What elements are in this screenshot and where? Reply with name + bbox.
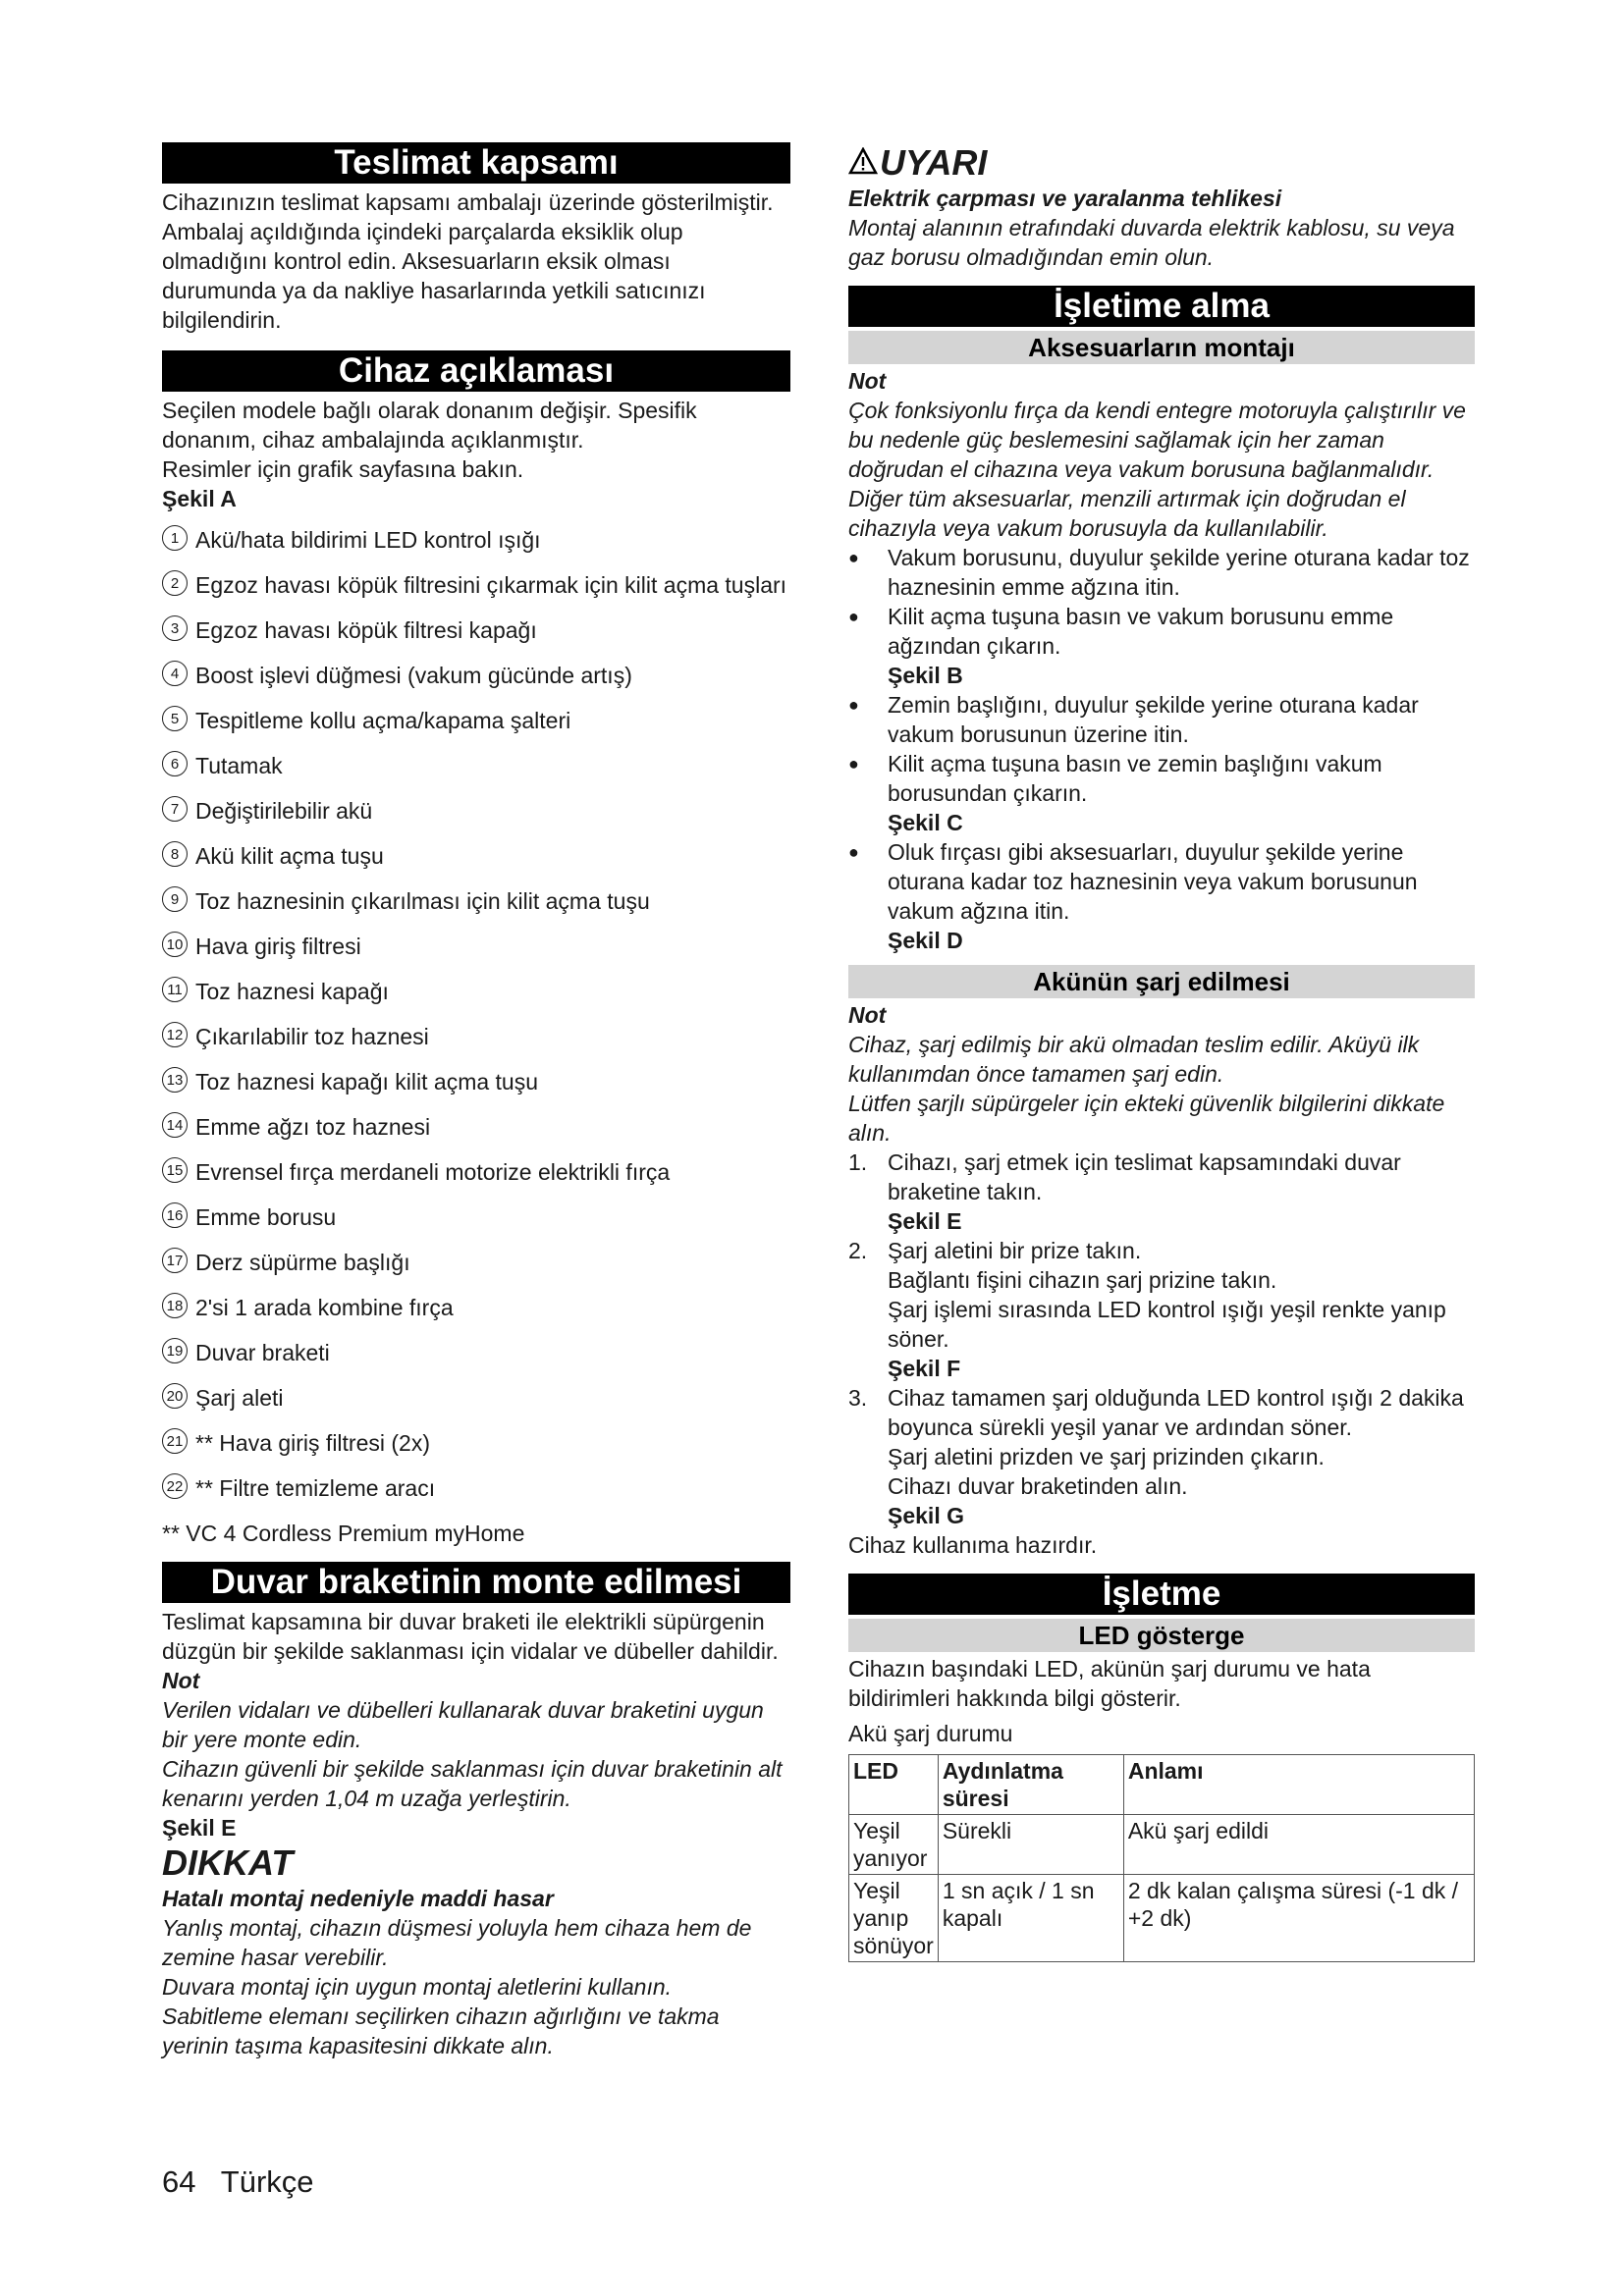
device-text-1: Seçilen modele bağlı olarak donanım değişir. Spesifik donanım, cihaz ambalajında açıklanmıştır. [162, 398, 697, 453]
parts-list-item [162, 1202, 790, 1232]
part-label: Egzoz havası köpük filtresi kapağı [195, 617, 537, 643]
part-label: ** Hava giriş filtresi (2x) [195, 1430, 430, 1456]
caution-text-3: Sabitleme elemanı seçilirken cihazın ağırlığını ve takma yerinin taşıma kapasitesini dikkate alın. [162, 2003, 720, 2058]
part-label: Derz süpürme başlığı [195, 1250, 410, 1275]
table-header: Aydınlatma süresi [938, 1755, 1123, 1815]
parts-list-item [162, 1248, 790, 1277]
table-header-row [849, 1755, 1475, 1815]
parts-list-item [162, 751, 790, 780]
list-item: 1. Cihazı, şarj etmek için teslimat kapsamındaki duvar braketine takın. Şekil E [848, 1149, 1401, 1234]
figure-e-label-2: Şekil E [888, 1208, 962, 1234]
table-cell: Akü şarj edildi [1123, 1815, 1474, 1875]
part-label: Toz haznesi kapağı kilit açma tuşu [195, 1069, 539, 1095]
part-label: Akü kilit açma tuşu [195, 843, 384, 869]
parts-list-item [162, 1383, 790, 1413]
part-label: 2'si 1 arada kombine fırça [195, 1295, 454, 1320]
accessories-note-1: Çok fonksiyonlu fırça da kendi entegre motoruyla çalıştırılır ve bu nedenle güç beslemesini sağlamak için her zaman doğrudan el cihazına veya vakum borusuna bağlanmalıdır. [848, 398, 1466, 482]
part-label: ** Filtre temizleme aracı [195, 1475, 436, 1501]
wall-bracket-note-2: Cihazın güvenli bir şekilde saklanması için duvar braketinin alt kenarını yerden 1,04 m uzağa yerleştirin. [162, 1756, 783, 1811]
figure-f-label: Şekil F [888, 1356, 961, 1381]
part-label: Değiştirilebilir akü [195, 798, 373, 824]
parts-list-item [162, 706, 790, 735]
subsection-led-display: LED gösterge [848, 1619, 1475, 1652]
parts-list-item [162, 796, 790, 826]
warning-subtitle: Elektrik çarpması ve yaralanma tehlikesi [848, 186, 1282, 211]
part-number-badge: 19 [162, 1338, 188, 1363]
wall-bracket-note-1: Verilen vidaları ve dübelleri kullanarak duvar braketini uygun bir yere monte edin. [162, 1697, 764, 1752]
part-number-badge: 10 [162, 932, 188, 957]
part-number-badge: 6 [162, 751, 188, 776]
subsection-accessories: Aksesuarların montajı [848, 331, 1475, 364]
part-label: Akü/hata bildirimi LED kontrol ışığı [195, 527, 541, 553]
part-label: Evrensel fırça merdaneli motorize elektrikli fırça [195, 1159, 671, 1185]
part-label: Egzoz havası köpük filtresini çıkarmak için kilit açma tuşları [195, 572, 787, 598]
caution-text-2: Duvara montaj için uygun montaj aletlerini kullanın. [162, 1974, 673, 2000]
part-label: Toz haznesinin çıkarılması için kilit açma tuşu [195, 888, 650, 914]
right-column [848, 142, 1475, 1962]
figure-d-label: Şekil D [888, 928, 963, 953]
part-number-badge: 17 [162, 1248, 188, 1273]
ready-text: Cihaz kullanıma hazırdır. [848, 1532, 1098, 1558]
parts-list-item [162, 1067, 790, 1096]
part-label: Şarj aleti [195, 1385, 284, 1411]
delivery-text: Cihazınızın teslimat kapsamı ambalajı üzerinde gösterilmiştir. Ambalaj açıldığında içindeki parçalarda eksiklik olup olmadığını kontrol edin. Aksesuarların eksik olması durumunda ya da nakliye hasarlarında yetkili satıcınızı bilgilendirin. [162, 189, 774, 333]
charging-note-1: Cihaz, şarj edilmiş bir akü olmadan teslim edilir. Aküyü ilk kullanımdan önce tamamen şarj edin. [848, 1032, 1420, 1087]
list-item: ● Vakum borusunu, duyulur şekilde yerine oturana kadar toz haznesinin emme ağzına itin. [848, 543, 1475, 602]
part-number-badge: 5 [162, 706, 188, 731]
part-number-badge: 20 [162, 1383, 188, 1409]
parts-list-item [162, 841, 790, 871]
part-number-badge: 4 [162, 661, 188, 686]
parts-list-item [162, 1293, 790, 1322]
table-row [849, 1875, 1475, 1962]
table-cell: Yeşil yanıyor [849, 1815, 939, 1875]
part-label: Toz haznesi kapağı [195, 979, 389, 1004]
part-label: Emme borusu [195, 1204, 337, 1230]
parts-note: ** VC 4 Cordless Premium myHome [162, 1521, 525, 1546]
accessories-note-label: Not [848, 368, 887, 394]
list-item: 2. Şarj aletini bir prize takın. Bağlantı fişini cihazın şarj prizine takın. Şarj işlemi sırasında LED kontrol ışığı yeşil renkte yanıp söner. Şekil F [848, 1238, 1446, 1381]
table-header: LED [849, 1755, 939, 1815]
accessories-note-2: Diğer tüm aksesuarlar, menzili artırmak için doğrudan el cihazıyla veya vakum borusuyla da kullanılabilir. [848, 486, 1406, 541]
part-label: Boost işlevi düğmesi (vakum gücünde artış) [195, 663, 632, 688]
warning-triangle-icon [848, 147, 878, 175]
parts-list-item [162, 570, 790, 600]
parts-list-item [162, 1428, 790, 1458]
parts-list-item [162, 1157, 790, 1187]
warning-title: UYARI [880, 142, 988, 183]
parts-list-item [162, 615, 790, 645]
part-number-badge: 13 [162, 1067, 188, 1093]
section-title-device: Cihaz açıklaması [162, 350, 790, 392]
table-caption: Akü şarj durumu [848, 1721, 1013, 1746]
led-status-table [848, 1754, 1475, 1962]
section-title-operation: İşletme [848, 1574, 1475, 1615]
subsection-charging: Akünün şarj edilmesi [848, 965, 1475, 998]
parts-list-item [162, 1022, 790, 1051]
part-number-badge: 1 [162, 525, 188, 551]
section-title-commissioning: İşletime alma [848, 286, 1475, 327]
table-cell: 2 dk kalan çalışma süresi (-1 dk / +2 dk) [1123, 1875, 1474, 1962]
part-number-badge: 7 [162, 796, 188, 822]
caution-subtitle: Hatalı montaj nedeniyle maddi hasar [162, 1886, 554, 1911]
part-label: Emme ağzı toz haznesi [195, 1114, 431, 1140]
list-item: ● Oluk fırçası gibi aksesuarları, duyulur şekilde yerine oturana kadar toz haznesinin veya vakum borusunun vakum ağzına itin. Şekil D [848, 837, 1475, 955]
section-title-delivery: Teslimat kapsamı [162, 142, 790, 184]
part-label: Çıkarılabilir toz haznesi [195, 1024, 429, 1049]
part-number-badge: 12 [162, 1022, 188, 1047]
part-number-badge: 2 [162, 570, 188, 596]
part-number-badge: 9 [162, 886, 188, 912]
parts-list-item [162, 661, 790, 690]
charging-note-2: Lütfen şarjlı süpürgeler için ekteki güvenlik bilgilerini dikkate alın. [848, 1091, 1445, 1146]
figure-a-label: Şekil A [162, 486, 237, 511]
table-cell: Sürekli [938, 1815, 1123, 1875]
caution-title: DIKKAT [162, 1842, 294, 1883]
part-number-badge: 18 [162, 1293, 188, 1318]
part-number-badge: 3 [162, 615, 188, 641]
parts-list-item [162, 1338, 790, 1367]
parts-list-item [162, 932, 790, 961]
figure-e-label: Şekil E [162, 1815, 237, 1841]
wall-bracket-text: Teslimat kapsamına bir duvar braketi ile elektrikli süpürgenin düzgün bir şekilde saklanması için vidalar ve dübeller dahildir. [162, 1609, 779, 1664]
table-cell: 1 sn açık / 1 sn kapalı [938, 1875, 1123, 1962]
parts-list-item [162, 886, 790, 916]
warning-text: Montaj alanının etrafındaki duvarda elektrik kablosu, su veya gaz borusu olmadığından emin olun. [848, 215, 1455, 270]
list-item: ● Kilit açma tuşuna basın ve vakum borusunu emme ağzından çıkarın. Şekil B [848, 602, 1475, 690]
part-label: Duvar braketi [195, 1340, 330, 1365]
part-number-badge: 22 [162, 1473, 188, 1499]
part-number-badge: 15 [162, 1157, 188, 1183]
part-number-badge: 16 [162, 1202, 188, 1228]
part-label: Tespitleme kollu açma/kapama şalteri [195, 708, 571, 733]
left-column [162, 142, 790, 2060]
figure-c-label: Şekil C [888, 810, 963, 835]
wall-bracket-note-label: Not [162, 1668, 200, 1693]
figure-g-label: Şekil G [888, 1503, 964, 1528]
page-language: Türkçe [220, 2164, 314, 2199]
part-number-badge: 8 [162, 841, 188, 867]
table-cell: Yeşil yanıp sönüyor [849, 1875, 939, 1962]
parts-list-item [162, 1473, 790, 1503]
list-item: ● Kilit açma tuşuna basın ve zemin başlığını vakum borusundan çıkarın. Şekil C [848, 749, 1475, 837]
parts-list [162, 525, 790, 1503]
page-footer [162, 2164, 314, 2200]
part-number-badge: 11 [162, 977, 188, 1002]
parts-list-item [162, 977, 790, 1006]
device-text-2: Resimler için grafik sayfasına bakın. [162, 456, 524, 482]
part-number-badge: 21 [162, 1428, 188, 1454]
charging-steps [848, 1148, 1475, 1530]
part-number-badge: 14 [162, 1112, 188, 1138]
table-row [849, 1815, 1475, 1875]
charging-note-label: Not [848, 1002, 887, 1028]
parts-list-item [162, 1112, 790, 1142]
led-display-text: Cihazın başındaki LED, akünün şarj durumu ve hata bildirimleri hakkında bilgi gösterir. [848, 1656, 1371, 1711]
accessories-steps [848, 543, 1475, 955]
figure-b-label: Şekil B [888, 663, 963, 688]
caution-text-1: Yanlış montaj, cihazın düşmesi yoluyla hem cihaza hem de zemine hasar verebilir. [162, 1915, 752, 1970]
parts-list-item [162, 525, 790, 555]
section-title-wall-bracket: Duvar braketinin monte edilmesi [162, 1562, 790, 1603]
list-item: ● Zemin başlığını, duyulur şekilde yerine oturana kadar vakum borusunun üzerine itin. [848, 690, 1475, 749]
part-label: Tutamak [195, 753, 283, 778]
list-item: 3. Cihaz tamamen şarj olduğunda LED kontrol ışığı 2 dakika boyunca sürekli yeşil yanar ve ardından söner. Şarj aletini prizden ve şarj prizinden çıkarın. Cihazı duvar braketinden alın. Şekil G [848, 1385, 1464, 1528]
page-number: 64 [162, 2164, 196, 2199]
part-label: Hava giriş filtresi [195, 934, 361, 959]
table-header: Anlamı [1123, 1755, 1474, 1815]
